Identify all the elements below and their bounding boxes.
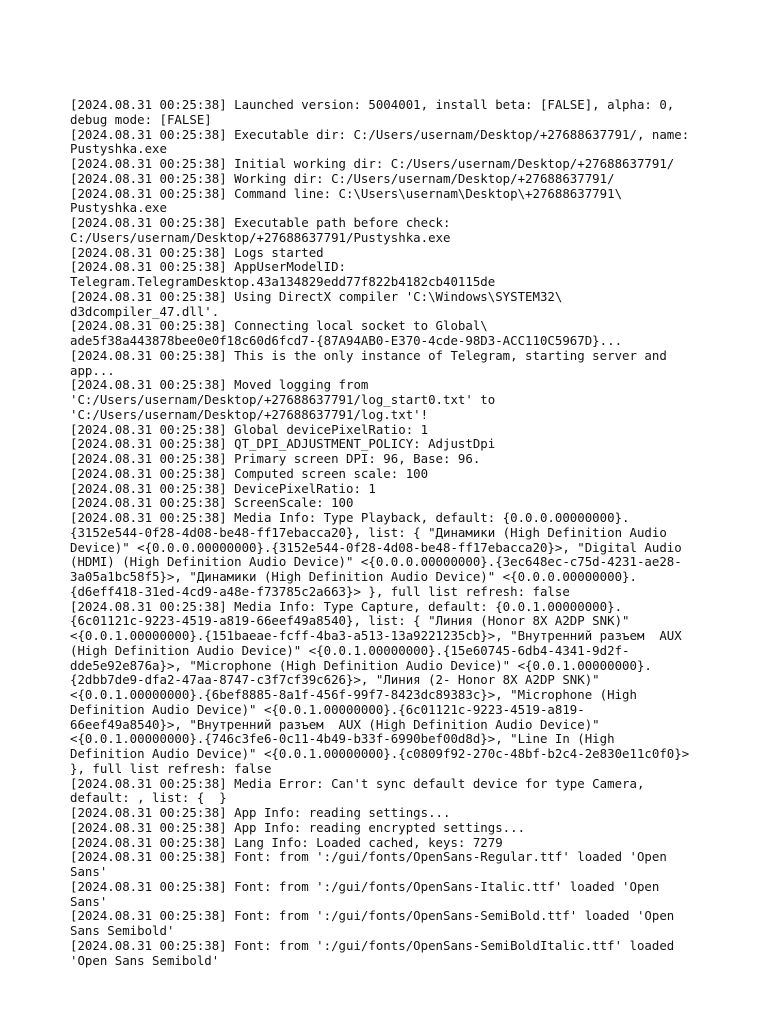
log-line: [2024.08.31 00:25:38] Initial working dir: C:/Users/usernam/Desktop/+27688637791/ — [70, 156, 675, 171]
log-line: [2024.08.31 00:25:38] This is the only instance of Telegram, starting server and app... — [70, 347, 667, 378]
log-line: [2024.08.31 00:25:38] Primary screen DPI: 96, Base: 96. — [70, 451, 481, 466]
log-line: [2024.08.31 00:25:38] Working dir: C:/Users/usernam/Desktop/+27688637791/ — [70, 170, 615, 186]
log-line: [2024.08.31 00:25:38] Executable dir: C:/Users/usernam/Desktop/+27688637791/, name: Pustyshka.exe — [70, 126, 690, 157]
log-document — [70, 98, 710, 968]
log-line: [2024.08.31 00:25:38] Logs started — [70, 244, 324, 260]
log-line: [2024.08.31 00:25:38] Using DirectX compiler 'C:\Windows\SYSTEM32\ d3dcompiler_47.dll'. — [70, 288, 563, 319]
log-line: [2024.08.31 00:25:38] Font: from ':/gui/fonts/OpenSans-SemiBoldItalic.ttf' loaded 'Open Sans Semibold' — [70, 937, 675, 968]
log-line: [2024.08.31 00:25:38] Font: from ':/gui/fonts/OpenSans-Italic.ttf' loaded 'Open Sans' — [70, 878, 660, 909]
log-line: [2024.08.31 00:25:38] QT_DPI_ADJUSTMENT_POLICY: AdjustDpi — [70, 436, 496, 452]
log-line: [2024.08.31 00:25:38] Launched version: 5004001, install beta: [FALSE], alpha: 0, debug mode: [FALSE] — [70, 97, 675, 127]
log-line: [2024.08.31 00:25:38] Font: from ':/gui/fonts/OpenSans-SemiBold.ttf' loaded 'Open Sans Semibold' — [70, 908, 675, 938]
log-line: [2024.08.31 00:25:38] Connecting local socket to Global\ ade5f38a443878bee0e0f18c60d6fcd7-{87A94AB0-E370-4cde-98D3-ACC110C5967D}... — [70, 318, 623, 348]
log-line: [2024.08.31 00:25:38] App Info: reading encrypted settings... — [70, 819, 526, 835]
log-line: [2024.08.31 00:25:38] Global devicePixelRatio: 1 — [70, 421, 429, 437]
log-line: [2024.08.31 00:25:38] ScreenScale: 100 — [70, 495, 354, 511]
log-line: [2024.08.31 00:25:38] Media Info: Type Playback, default: {0.0.0.00000000}. {3152e544-0f28-4d08-be48-ff17ebacca20}, list: { "Динамики (High Definition Audio Device)" <{0.0.0.00000000}.{3152e544-0f28-4d08-be48-ff17ebacca20}>, "Digital Audio (HDMI) (High Definition Audio Device)" <{0.0.0.00000000}.{3ec648ec-c75d-4231-ae28- 3a05a1bc58f5}>, "Динамики (High Definition Audio Device)" <{0.0.0.00000000}. {d6eff418-31ed-4cd9-a48e-f73785c2a663}> }, full list refresh: false — [70, 510, 682, 599]
log-line: [2024.08.31 00:25:38] AppUserModelID: Telegram.TelegramDesktop.43a134829edd77f822b4182cb40115de — [70, 259, 496, 289]
log-line: [2024.08.31 00:25:38] Font: from ':/gui/fonts/OpenSans-Regular.ttf' loaded 'Open Sans' — [70, 849, 667, 879]
log-line: [2024.08.31 00:25:38] Lang Info: Loaded cached, keys: 7279 — [70, 834, 503, 850]
log-line: [2024.08.31 00:25:38] Executable path before check: C:/Users/usernam/Desktop/+27688637791/Pustyshka.exe — [70, 215, 451, 245]
log-line: [2024.08.31 00:25:38] DevicePixelRatio: 1 — [70, 480, 376, 496]
log-line: [2024.08.31 00:25:38] Moved logging from 'C:/Users/usernam/Desktop/+27688637791/log_start0.txt' to 'C:/Users/usernam/Desktop/+27688637791/log.txt'! — [70, 377, 496, 422]
log-line: [2024.08.31 00:25:38] Media Info: Type Capture, default: {0.0.1.00000000}. {6c01121c-9223-4519-a819-66eef49a8540}, list: { "Линия (Honor 8X A2DP SNK)" <{0.0.1.00000000}.{151baeae-fcff-4ba3-a513-13a9221235cb}>, "Внутренний разъем AUX (High Definition Audio Device)" <{0.0.1.00000000}.{15e60745-6db4-4341-9d2f- dde5e92e876a}>, "Microphone (High Definition Audio Device)" <{0.0.1.00000000}. {2dbb7de9-dfa2-47aa-8747-c3f7cf39c626}>, "Линия (2- Honor 8X A2DP SNK)" <{0.0.1.00000000}.{6bef8885-8a1f-456f-99f7-8423dc89383c}>, "Microphone (High Definition Audio Device)" <{0.0.1.00000000}.{6c01121c-9223-4519-a819- 66eef49a8540}>, "Внутренний разъем AUX (High Definition Audio Device)" <{0.0.1.00000000}.{746c3fe6-0c11-4b49-b33f-6990bef00d8d}>, "Line In (High Definition Audio Device)" <{0.0.1.00000000}.{c0809f92-270c-48bf-b2c4-2e830e11c0f0}> }, full list refresh: false — [70, 598, 690, 776]
log-line: [2024.08.31 00:25:38] Media Error: Can't sync default device for type Camera, default: , list: { } — [70, 775, 645, 806]
log-line: [2024.08.31 00:25:38] Command line: C:\Users\usernam\Desktop\+27688637791\ Pustyshka.exe — [70, 185, 623, 216]
log-line: [2024.08.31 00:25:38] Computed screen scale: 100 — [70, 465, 429, 481]
log-line: [2024.08.31 00:25:38] App Info: reading settings... — [70, 805, 451, 820]
